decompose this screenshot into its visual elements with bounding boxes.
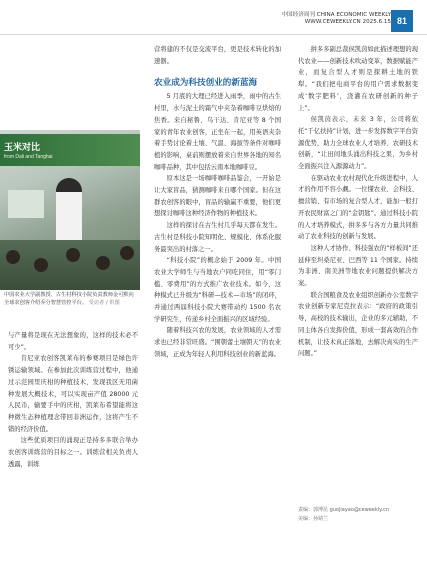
paragraph: 联合国粮食及农业组织创新办公室数字农业创新专家尼克拉表示：“政府的政策引导，高校的技术输出，企业的多元辅助，不同主体各自发挥价值，形成一套高效的合作机制，让技术真正落地，去解决真实的生产问题。” — [298, 291, 418, 358]
paragraph: 在驱动农业农村现代化升级进程中，人才的作用不容小觑。一位懂农业、会科技、擅营销、有市场的复合型人才，能加一般打开农民财富之门的“金钥匙”。通过科技小院的人才培养模式，拼多多与各方力量共同推动了农业科技的创新与发展。 — [298, 174, 418, 241]
paragraph: 随着科技兴农的发展，农业领域的人才需求也已经非常旺盛。“围朝蕾土壤朝天”的农业领域，正成为年轻人利用科技创业的新蓝海。 — [154, 327, 281, 358]
editor-credits — [298, 506, 389, 524]
header-masthead — [281, 12, 391, 26]
presentation-slide — [0, 134, 140, 166]
audience-area — [0, 240, 140, 290]
header-url-date: WWW.CEWEEKLY.CN 2025.6.15 — [304, 19, 391, 25]
paragraph: 这些优质项目的涌现正是持多多联合举办农创客训练营的目标之一。训练营相关负责人透露，训练 — [8, 437, 138, 468]
photo-caption — [4, 291, 136, 307]
designer-credit: 美编：孙婧兰 — [298, 516, 329, 522]
paragraph: 5 月底的大理已经进入雨季，雨中的古生村里，水与泥土的霜气中夹杂着咖啡豆烘焙的焦香。来自秘鲁、乌干达、肯尼亚等 8 个国家的青年农业创客，正坐在一起，用英语夹杂着手势讨论着土壤、气温、海拔等条件对咖啡植的影响，桌前则摆放着来自世界各地的知名咖啡品种，其中包括云南本地咖啡豆。 — [154, 93, 281, 171]
paragraph: 这样的探讨在古生村几乎每天都在发生。古生村是科技小院知明化、规模化、体系化服务最突出的村落之一。 — [154, 222, 281, 253]
photo-credit: 受访者 / 供图 — [88, 300, 120, 306]
presenter-figure — [56, 178, 82, 248]
article-photo — [0, 130, 140, 290]
paragraph: 与产量将是现在无法想象的，这样的技术必不可少”。 — [8, 332, 138, 351]
audience-head — [96, 256, 110, 270]
article-column-1 — [8, 330, 138, 470]
section-heading: 农业成为科技创业的新蓝海 — [154, 78, 258, 89]
paragraph: 肯尼亚农创客凯莱布的参赛项目是绿色许锈运输领域。在参加此次训练营过程中，他通过示范园里庆柑的种植技术，发现我区无用菌种发展大概技术，可以实现亩产值 28000 元人民币，输要手中的庆柑，凯莱布希望能将这种微生态种植理念带回非洲运作，这将产生不错的经济价值。 — [8, 355, 138, 433]
paragraph: 侯凯茵表示，未来 3 年，公司将依托“千亿扶持”计划，进一步发挥数字平台资源优势，助力全球农业人才培养、农研技术创新，“让田间地头涌出科技之果，为乡村全面振兴注入源源动力”。 — [298, 116, 418, 171]
audience-head — [6, 250, 20, 264]
audience-head — [66, 248, 80, 262]
paragraph: 拼多多副总裁侯凯茵如此描述理想的现代农业——创新技术吹动变革，数据赋能产业，而复合型人才则是探耕土地的铁犁。“我们把电商平台的用户需求数据变成‘数字肥料’，浇灌在农研创新的种子上”。 — [298, 46, 418, 112]
paragraph: 营将建的不仅是交流平台，更是技术转化的加速器。 — [154, 46, 281, 65]
paragraph: 原本这是一场咖啡咖啡品鉴会，一开始是让大家盲品，猜测咖啡来自哪个国家。但在这群农创客的眼中，盲品的输赢不重要，他们更想探讨咖啡这种经济作物的种植技术。 — [154, 175, 281, 218]
header-en-title: CHINA ECONOMIC WEEKLY — [316, 12, 391, 18]
paragraph: “科技小院”的概念始于 2009 年。中国农业大学师生与当地农户同吃同住，用“零门槛、零费用”的方式推广农业技术。如今，这种模式已升级为“科研—技术—市场”的闭环，并通过两届科技小院大赛带动约 1500 名农学研究生，传递乡村全面振兴的区域经验。 — [154, 257, 281, 323]
paragraph: 这种人才协作、科技强农的“样板间”还延伸至坦桑尼亚、巴西等 11 个国家。持续为非洲、南美洲等地农业问题提供解决方案。 — [298, 244, 418, 288]
slide-chart — [8, 190, 44, 218]
article-column-3 — [298, 44, 418, 360]
article-column-2 — [154, 44, 281, 361]
audience-head — [120, 246, 134, 260]
page-header — [0, 6, 427, 34]
slide-title: 玉米对比 — [4, 143, 41, 153]
page-number: 81 — [391, 10, 413, 32]
header-cn-title: 中国经济周刊 — [281, 12, 316, 18]
editor-credit: 责编：郭博昆 guojiayao@ceweekly.cn — [298, 507, 390, 513]
caption-text: 中国农业大学副教授、古生村科技小院负责教师金可默向全球农创客介绍乔分智慧管控平台。 — [4, 292, 134, 306]
slide-subtitle: from Dali and Tanghai — [4, 154, 53, 160]
header-rule — [0, 34, 427, 35]
audience-head — [34, 258, 48, 272]
